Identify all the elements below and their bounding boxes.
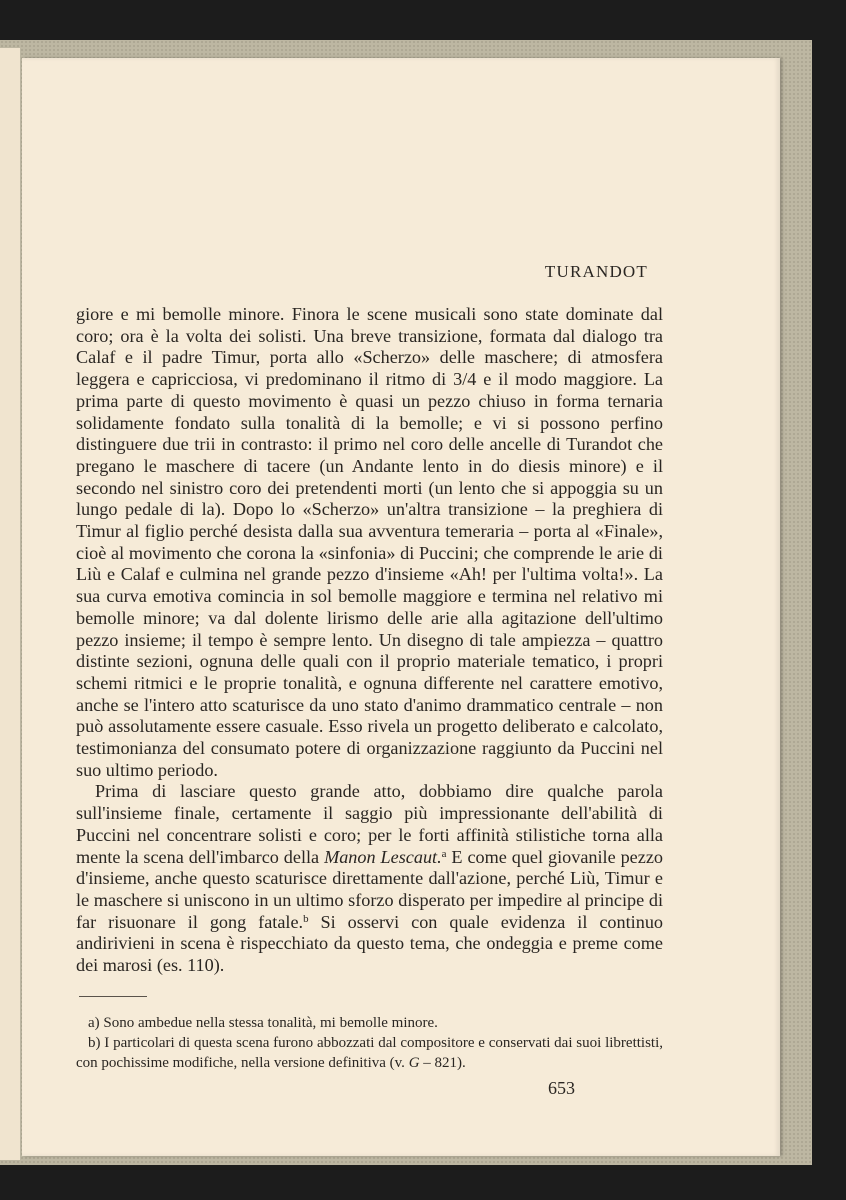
paragraph-2-text-a: Prima di lasciare questo grande atto, dobbiamo dire qualche parola sull'insieme finale, certamente il saggio più impressionante dell'abilità di Puccini nel concentrare solisti e coro; per le forti affinità stilistiche torna alla mente la scena dell'imbarco della bbox=[76, 781, 663, 867]
work-title-manon-lescaut: Manon Lescaut. bbox=[324, 846, 442, 867]
paragraph-1-text: giore e mi bemolle minore. Finora le scene musicali sono state dominate dal coro; ora è la volta dei solisti. Una breve transizione, formata dal dialogo tra Calaf e il padre Timur, porta allo «Scherzo» delle maschere; di atmosfera leggera e capricciosa, vi predominano il ritmo di 3/4 e il modo maggiore. La prima parte di questo movimento è quasi un pezzo chiuso in forma ternaria solidamente fondato sulla tonalità di la bemolle; e vi si possono perfino distinguere due trii in contrasto: il primo nel coro delle ancelle di Turandot che pregano le maschere di tacere (un Andante lento in do diesis minore) e il secondo nel sinistro coro dei pretendenti morti (un lento che si appoggia su un lungo pedale di la). Dopo lo «Scherzo» un'altra transizione – la preghiera di Timur al figlio perché desista dalla sua avventura temeraria – porta al «Finale», cioè al movimento che corona la «sinfonia» di Puccini; che comprende le arie di Liù e Calaf e culmina nel grande pezzo d'insieme «Ah! per l'ultima volta!». La sua curva emotiva comincia in sol bemolle maggiore e termina nel relativo mi bemolle minore; va dal dolente lirismo delle arie alla agitazione dell'ultimo pezzo insieme; il tempo è sempre lento. Un disegno di tale ampiezza – quattro distinte sezioni, ognuna delle quali con il proprio materiale tematico, i propri schemi ritmici e le proprie tonalità, e ognuna differente nel carattere emotivo, anche se l'intero atto scaturisce da uno stato d'animo drammatico centrale – non può assolutamente essere casuale. Esso rivela un progetto deliberato e calcolato, testimonianza del consumato potere di organizzazione raggiunto da Puccini nel suo ultimo periodo. bbox=[76, 304, 663, 780]
facing-page-edge bbox=[0, 48, 20, 1160]
book-page bbox=[22, 58, 780, 1156]
footnote-ref-a[interactable]: a bbox=[441, 847, 447, 860]
footnote-a: a) Sono ambedue nella stessa tonalità, mi bemolle minore. bbox=[88, 1015, 438, 1031]
paragraph-1 bbox=[76, 304, 663, 781]
paragraph-2-text-c: Si osservi con quale evidenza il continuo andirivieni in scena è rispecchiato da questo tema, che ondeggia e preme come dei marosi (es. 110). bbox=[76, 911, 664, 976]
body-text bbox=[76, 304, 663, 977]
footnote-divider bbox=[79, 996, 147, 997]
running-title: TURANDOT bbox=[544, 262, 648, 281]
footnote-b-text-a: b) I particolari di questa scena furono abbozzati dal compositore e conservati dai suoi librettisti, con pochissime modifiche, nella versione definitiva (v. bbox=[76, 1035, 663, 1071]
footnote-b bbox=[76, 1033, 663, 1073]
footnote-ref-b[interactable]: b bbox=[303, 912, 309, 925]
footnote-b-ref-letter: G bbox=[408, 1055, 420, 1071]
footnotes bbox=[76, 1013, 663, 1073]
footnote-b-text-b: – 821). bbox=[419, 1055, 466, 1071]
paragraph-2-text-b: E come quel giovanile pezzo d'insieme, anche questo scaturisce direttamente dall'azione, perché Liù, Timur e le maschere si uniscono in un ultimo sforzo disperato per impedire al principe di far risuonare il gong fatale. bbox=[76, 846, 663, 932]
paragraph-2 bbox=[76, 781, 663, 976]
page-number: 653 bbox=[548, 1078, 575, 1098]
